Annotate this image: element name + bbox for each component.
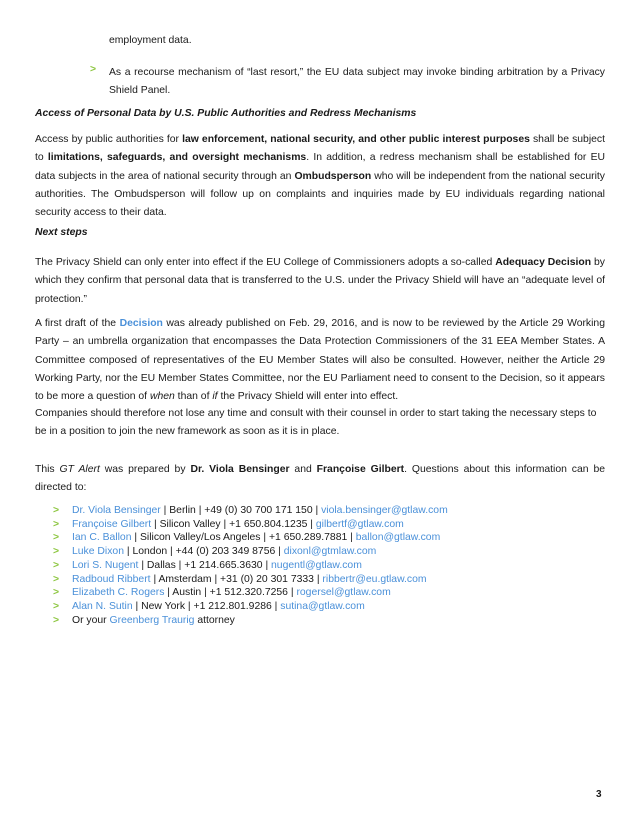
contact-email-link[interactable]: dixonl@gtmlaw.com	[283, 546, 377, 558]
bullet-marker-icon: >	[53, 587, 60, 599]
contact-email-link[interactable]: rogersel@gtlaw.com	[296, 587, 391, 599]
bold-text: Dr. Viola Bensinger	[190, 464, 290, 475]
text: attorney	[194, 614, 235, 626]
section-heading-access: Access of Personal Data by U.S. Public Authorities and Redress Mechanisms	[35, 108, 417, 119]
contact-details: | Silicon Valley/Los Angeles | +1 650.289.7881 |	[131, 532, 356, 544]
contact-name-link[interactable]: Françoise Gilbert	[72, 518, 152, 530]
contact-details: | London | +44 (0) 203 349 8756 |	[123, 546, 284, 558]
paragraph-prepared-by	[35, 461, 605, 498]
bold-text: Ombudsperson	[294, 170, 372, 182]
contact-item	[72, 559, 362, 573]
paragraph-draft-decision	[35, 315, 605, 406]
contact-details: | Austin | +1 512.320.7256 |	[164, 587, 297, 599]
contact-email-link[interactable]: ribbertr@eu.gtlaw.com	[322, 573, 427, 585]
contact-name-link[interactable]: Elizabeth C. Rogers	[72, 587, 165, 599]
text: . In addition, a redress mechanism shall be established for EU data subjects in the area of national security through an	[35, 152, 605, 182]
contact-details: | Berlin | +49 (0) 30 700 171 150 |	[160, 505, 322, 516]
text: and	[289, 464, 317, 475]
contact-item	[72, 545, 376, 559]
contact-name-link[interactable]: Alan N. Sutin	[72, 600, 133, 612]
text: was already published on Feb. 29, 2016, and is now to be reviewed by the Article 29 Working Party – an umbrella organization that encompasses the Data Protection Commissioners of the 31 EEA Member States. A Committee composed of representatives of the EU Member States will also be consulted. However, neither the Article 29 Working Party, nor the EU Member States Committee, nor the EU Parliament need to consent to the Decision, so it appears to be more a question of	[35, 318, 605, 403]
decision-link[interactable]: Decision	[119, 318, 163, 329]
text: shall be subject to	[35, 134, 605, 164]
text: Access by public authorities for	[35, 134, 183, 145]
contact-email-link[interactable]: nugentl@gtlaw.com	[271, 559, 362, 571]
paragraph-access	[35, 131, 605, 222]
text: This	[35, 464, 60, 475]
contact-details: | Silicon Valley | +1 650.804.1235 |	[151, 518, 316, 530]
text: by which they confirm that personal data that is transferred to the U.S. under the Privacy Shield will have an “adequate level of protection.”	[35, 257, 605, 305]
page-number: 3	[596, 789, 602, 800]
bullet-marker-icon: >	[90, 64, 97, 75]
bullet-marker-icon: >	[53, 614, 60, 626]
text: The Privacy Shield can only enter into effect if the EU College of Commissioners adopts a so-called	[35, 257, 496, 268]
text: who will be independent from the national security authorities. The Ombudsperson will follow up on complaints and inquiries made by EU individuals regarding national security access to their data.	[35, 170, 605, 219]
contact-name-link[interactable]: Ian C. Ballon	[72, 532, 132, 544]
contact-details: | Dallas | +1 214.665.3630 |	[138, 559, 272, 571]
bold-text: Françoise Gilbert	[316, 464, 405, 475]
italic-text: if	[212, 391, 218, 403]
bullet-continuation: employment data.	[109, 35, 192, 46]
italic-text: GT Alert	[59, 464, 100, 475]
contact-details: | Amsterdam | +31 (0) 20 301 7333 |	[150, 573, 323, 585]
bold-text: Adequacy Decision	[495, 257, 592, 268]
contact-email-link[interactable]: ballon@gtlaw.com	[355, 532, 441, 544]
contact-email-link[interactable]: gilbertf@gtlaw.com	[315, 518, 404, 530]
contact-item	[72, 504, 448, 518]
bullet-marker-icon: >	[53, 532, 60, 544]
text: . Questions about this information can be directed to:	[35, 464, 606, 494]
contact-name-link[interactable]: Radboud Ribbert	[72, 573, 151, 585]
bullet-marker-icon: >	[53, 518, 60, 530]
contact-item	[72, 586, 391, 600]
contact-email-link[interactable]: sutina@gtlaw.com	[280, 600, 365, 612]
bullet-marker-icon: >	[53, 546, 60, 558]
text: Or your	[72, 614, 110, 626]
bullet-marker-icon: >	[53, 505, 60, 516]
text: A first draft of the	[35, 318, 120, 329]
contact-email-link[interactable]: viola.bensinger@gtlaw.com	[321, 505, 448, 516]
paragraph-adequacy	[35, 254, 605, 309]
text: than of	[174, 391, 213, 403]
italic-text: when	[149, 391, 175, 403]
bullet-arbitration: As a recourse mechanism of “last resort,” the EU data subject may invoke binding arbitration by a Privacy Shield Panel.	[109, 67, 605, 97]
contact-item-attorney	[72, 614, 235, 628]
bold-text: limitations, safeguards, and oversight mechanisms	[47, 152, 307, 164]
section-heading-next-steps: Next steps	[35, 227, 88, 238]
bullet-marker-icon: >	[53, 573, 60, 585]
greenberg-traurig-link[interactable]: Greenberg Traurig	[109, 614, 195, 626]
paragraph-companies: Companies should therefore not lose any time and consult with their counsel in order to start taking the necessary steps to be in a position to join the new framework as soon as it is in place.	[35, 408, 597, 438]
contact-item	[72, 600, 365, 614]
contact-name-link[interactable]: Dr. Viola Bensinger	[72, 505, 161, 516]
contact-item	[72, 518, 404, 532]
contact-item	[72, 573, 427, 587]
contact-name-link[interactable]: Luke Dixon	[72, 546, 124, 558]
contact-item	[72, 531, 440, 545]
text: was prepared by	[99, 464, 191, 475]
contact-details: | New York | +1 212.801.9286 |	[132, 600, 281, 612]
contact-name-link[interactable]: Lori S. Nugent	[72, 559, 139, 571]
bold-text: law enforcement, national security, and other public interest purposes	[182, 134, 530, 145]
bullet-marker-icon: >	[53, 600, 60, 612]
bullet-marker-icon: >	[53, 559, 60, 571]
text: the Privacy Shield will enter into effect.	[217, 391, 399, 403]
